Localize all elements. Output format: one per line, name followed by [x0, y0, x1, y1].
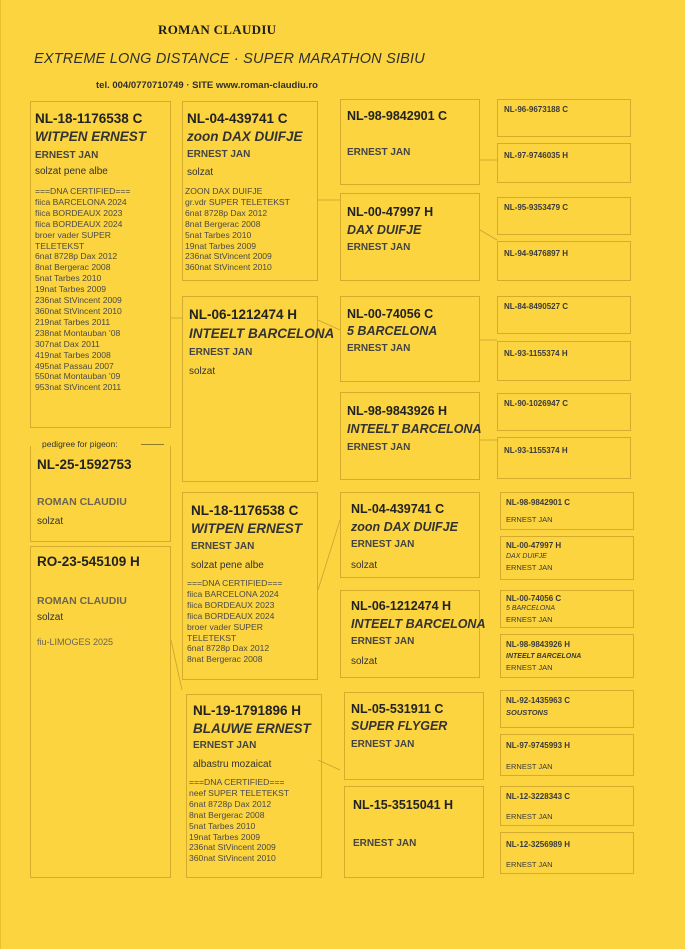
gen2-ss-results: ZOON DAX DUIFJE gr.vdr SUPER TELETEKST 6nat 8728p Dax 2012 8nat Bergerac 2008 5nat Tarbes 2010 19nat Tarbes 2009 236nat StVincent 2009 360nat StVincent 2010	[185, 186, 290, 273]
gen3-7-card[interactable]	[344, 786, 484, 878]
gen4-2-ring: NL-95-9353479 C	[504, 203, 569, 212]
dam-owner: ROMAN CLAUDIU	[37, 595, 127, 607]
gen2-ss-owner: ERNEST JAN	[187, 149, 251, 160]
gen4-13-ring: NL-97-9745993 H	[506, 741, 571, 750]
gen2-ds-results: ===DNA CERTIFIED=== fiica BARCELONA 2024 fiica BORDEAUX 2023 fiica BORDEAUX 2024 broer vader SUPER TELETEKST 6nat 8728p Dax 2012 8nat Bergerac 2008	[187, 578, 283, 665]
gen3-3-owner: ERNEST JAN	[347, 442, 411, 453]
gen3-1-owner: ERNEST JAN	[347, 242, 411, 253]
gen3-3-name: INTEELT BARCELONA	[347, 422, 482, 436]
pigeon-legend: pedigree for pigeon:	[39, 439, 121, 449]
gen4-15-owner: ERNEST JAN	[506, 860, 553, 869]
gen3-1-ring: NL-00-47997 H	[347, 205, 434, 219]
gen2-dd-card[interactable]	[186, 694, 322, 878]
dam-note: fiu-LIMOGES 2025	[37, 637, 114, 647]
gen4-8-card[interactable]	[500, 492, 634, 530]
sire-results: ===DNA CERTIFIED=== fiica BARCELONA 2024 fiica BORDEAUX 2023 fiica BORDEAUX 2024 broer vader SUPER TELETEKST 6nat 8728p Dax 2012 8nat Bergerac 2008 5nat Tarbes 2010 19nat Tarbes 2009 236nat StVincent 2009 360nat StVincent 2010 219nat Tarbes 2011 238nat Montauban '08 307nat Dax 2011 419nat Tarbes 2008 495nat Passau 2007 550nat Montauban '09 953nat StVincent 2011	[35, 186, 131, 393]
gen3-2-ring: NL-00-74056 C	[347, 307, 434, 321]
gen3-0-owner: ERNEST JAN	[347, 147, 411, 158]
gen4-11-owner: ERNEST JAN	[506, 663, 553, 672]
gen3-2-owner: ERNEST JAN	[347, 343, 411, 354]
gen2-ds-ring: NL-18-1176538 C	[191, 503, 299, 518]
gen4-0-card[interactable]	[497, 99, 631, 137]
gen4-13-owner: ERNEST JAN	[506, 762, 553, 771]
sire-card[interactable]	[30, 101, 171, 428]
gen4-8-owner: ERNEST JAN	[506, 515, 553, 524]
gen3-6-card[interactable]	[344, 692, 484, 780]
gen2-ss-card[interactable]	[182, 101, 318, 281]
gen4-10-ring: NL-00-74056 C	[506, 594, 562, 603]
gen2-dd-results: ===DNA CERTIFIED=== neef SUPER TELETEKST 6nat 8728p Dax 2012 8nat Bergerac 2008 5nat Tarbes 2010 19nat Tarbes 2009 236nat StVincent 2009 360nat StVincent 2010	[189, 777, 290, 864]
gen2-ds-owner: ERNEST JAN	[191, 541, 255, 552]
breeder-title: ROMAN CLAUDIU	[158, 22, 277, 37]
gen4-7-card[interactable]	[497, 437, 631, 479]
gen3-7-owner: ERNEST JAN	[353, 838, 417, 849]
gen3-4-owner: ERNEST JAN	[351, 539, 415, 550]
gen2-ds-name: WITPEN ERNEST	[191, 521, 303, 536]
gen4-7-ring: NL-93-1155374 H	[504, 446, 568, 455]
gen4-9-owner: ERNEST JAN	[506, 563, 553, 572]
gen4-11-name: INTEELT BARCELONA	[506, 653, 582, 660]
gen3-5-card[interactable]	[340, 590, 486, 678]
gen4-11-card[interactable]	[500, 634, 634, 678]
gen4-10-card[interactable]	[500, 590, 634, 628]
gen4-13-card[interactable]	[500, 734, 634, 776]
gen3-5-owner: ERNEST JAN	[351, 636, 415, 647]
gen4-12-ring: NL-92-1435963 C	[506, 696, 571, 705]
gen4-9-card[interactable]	[500, 536, 634, 580]
gen3-5-color: solzat	[351, 656, 378, 667]
gen4-4-card[interactable]	[497, 296, 631, 334]
dam-ring: RO-23-545109 H	[37, 554, 140, 569]
gen2-dd-color: albastru mozaicat	[193, 759, 272, 770]
gen3-7-ring: NL-15-3515041 H	[353, 798, 454, 812]
subtitle: EXTREME LONG DISTANCE · SUPER MARATHON SIBIU	[34, 51, 425, 67]
gen4-9-ring: NL-00-47997 H	[506, 541, 562, 550]
gen2-ds-card[interactable]	[182, 492, 318, 680]
gen3-5-name: INTEELT BARCELONA	[351, 617, 486, 631]
gen3-1-card[interactable]	[340, 193, 480, 281]
sire-name: WITPEN ERNEST	[35, 129, 147, 144]
gen4-5-ring: NL-93-1155374 H	[504, 349, 568, 358]
gen3-0-ring: NL-98-9842901 C	[347, 109, 448, 123]
gen3-3-ring: NL-98-9843926 H	[347, 404, 448, 418]
gen4-1-ring: NL-97-9746035 H	[504, 151, 569, 160]
gen2-ss-color: solzat	[187, 167, 214, 178]
gen3-0-card[interactable]	[340, 99, 480, 185]
gen2-ss-ring: NL-04-439741 C	[187, 111, 288, 126]
gen2-dd-name: BLAUWE ERNEST	[193, 721, 311, 736]
gen4-2-card[interactable]	[497, 197, 631, 235]
gen2-sd-card[interactable]	[182, 296, 335, 482]
pigeon-card[interactable]	[30, 439, 171, 542]
gen4-12-card[interactable]	[500, 690, 634, 728]
gen4-14-owner: ERNEST JAN	[506, 812, 553, 821]
gen4-14-ring: NL-12-3228343 C	[506, 792, 571, 801]
gen4-10-name: 5 BARCELONA	[506, 605, 556, 612]
gen4-1-card[interactable]	[497, 143, 631, 183]
gen3-4-card[interactable]	[340, 492, 480, 578]
gen2-sd-owner: ERNEST JAN	[189, 347, 253, 358]
sire-owner: ERNEST JAN	[35, 150, 99, 161]
gen4-10-owner: ERNEST JAN	[506, 615, 553, 624]
gen3-4-color: solzat	[351, 560, 378, 571]
gen4-8-ring: NL-98-9842901 C	[506, 498, 571, 507]
gen4-3-card[interactable]	[497, 241, 631, 281]
gen2-ss-name: zoon DAX DUIFJE	[187, 129, 303, 144]
gen4-11-ring: NL-98-9843926 H	[506, 640, 571, 649]
gen3-6-owner: ERNEST JAN	[351, 739, 415, 750]
gen2-sd-color: solzat	[189, 366, 216, 377]
gen3-6-name: SUPER FLYGER	[351, 719, 448, 733]
gen4-4-ring: NL-84-8490527 C	[504, 302, 569, 311]
gen3-4-name: zoon DAX DUIFJE	[351, 520, 458, 534]
gen4-15-ring: NL-12-3256989 H	[506, 840, 571, 849]
gen4-3-ring: NL-94-9476897 H	[504, 249, 569, 258]
gen3-2-card[interactable]	[340, 296, 480, 382]
gen2-dd-ring: NL-19-1791896 H	[193, 703, 302, 718]
gen2-sd-ring: NL-06-1212474 H	[189, 307, 298, 322]
gen3-3-card[interactable]	[340, 392, 480, 480]
gen2-ds-color: solzat pene albe	[191, 560, 264, 571]
sire-ring: NL-18-1176538 C	[35, 111, 143, 126]
gen3-1-name: DAX DUIFJE	[347, 223, 422, 237]
gen4-6-ring: NL-90-1026947 C	[504, 399, 569, 408]
gen3-4-ring: NL-04-439741 C	[351, 502, 445, 516]
gen3-2-name: 5 BARCELONA	[347, 324, 438, 338]
dam-card[interactable]	[30, 546, 171, 878]
gen3-6-ring: NL-05-531911 C	[351, 702, 444, 716]
gen3-5-ring: NL-06-1212474 H	[351, 599, 452, 613]
gen4-5-card[interactable]	[497, 341, 631, 381]
gen4-12-name: SOUSTONS	[506, 708, 548, 717]
pigeon-color: solzat	[37, 516, 64, 527]
gen4-14-card[interactable]	[500, 786, 634, 826]
gen4-0-ring: NL-96-9673188 C	[504, 105, 569, 114]
gen4-9-name: DAX DUIFJE	[506, 553, 547, 560]
pigeon-ring: NL-25-1592753	[37, 457, 132, 472]
gen2-dd-owner: ERNEST JAN	[193, 740, 257, 751]
pigeon-owner: ROMAN CLAUDIU	[37, 496, 127, 508]
dam-color: solzat	[37, 612, 64, 623]
gen4-6-card[interactable]	[497, 393, 631, 431]
contact-line: tel. 004/0770710749 · SITE www.roman-claudiu.ro	[96, 80, 318, 91]
gen2-sd-name: INTEELT BARCELONA	[189, 326, 335, 341]
gen4-15-card[interactable]	[500, 832, 634, 874]
sire-color: solzat pene albe	[35, 166, 108, 177]
